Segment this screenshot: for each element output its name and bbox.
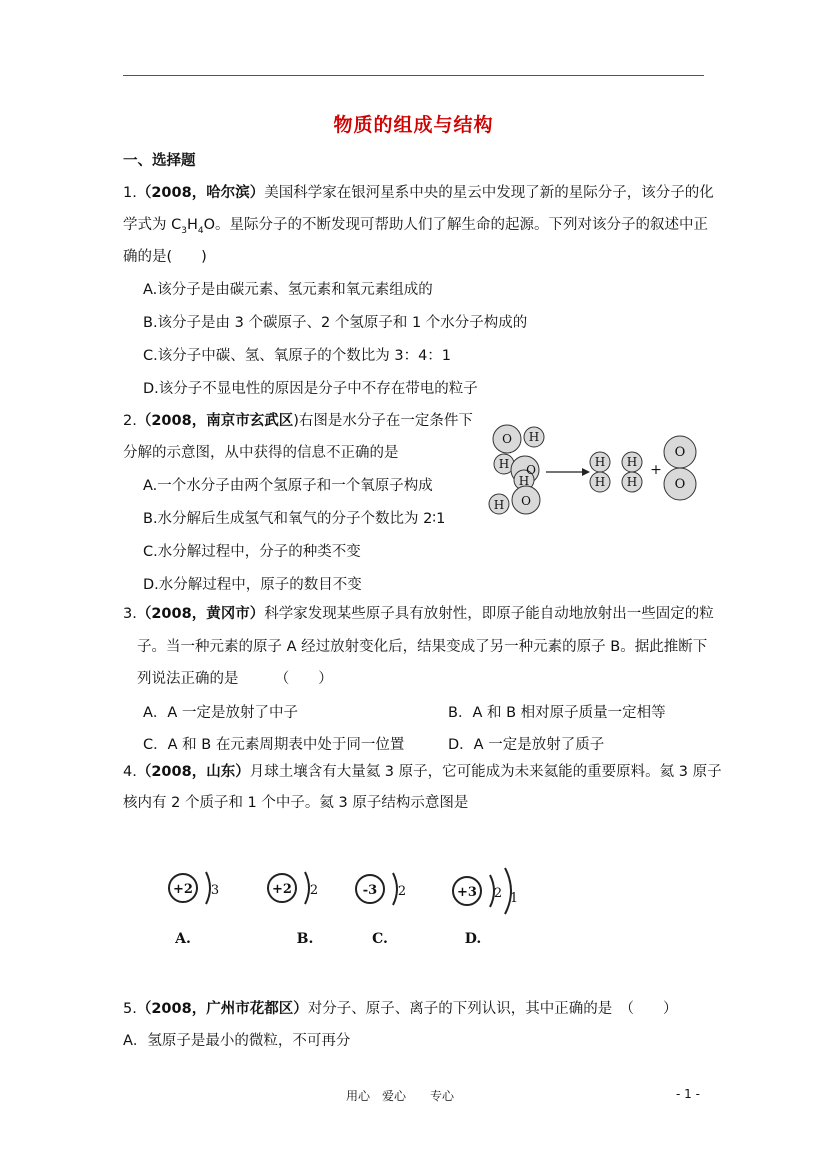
plus-sign: +	[650, 462, 662, 478]
label-h2-1b: H	[594, 475, 606, 489]
q2-source: （2008，南京市玄武区	[136, 413, 294, 429]
page-title: 物质的组成与结构	[333, 114, 494, 136]
q2-line1	[123, 412, 473, 430]
q1-line2-post: 。星际分子的不断发现可帮助人们了解生命的起源。下列对该分子的叙述中正	[215, 217, 709, 233]
label-h2-2a: H	[626, 455, 638, 469]
q5-option-a: A．氢原子是最小的微粒，不可再分	[123, 1033, 351, 1049]
q3-text: 科学家发现某些原子具有放射性，即原子能自动地放射出一些固定的粒	[264, 606, 714, 622]
option-a-electrons: 3	[210, 883, 220, 898]
option-a-nucleus: +2	[173, 882, 193, 897]
q3-option-c: C．A 和 B 在元素周期表中处于同一位置	[143, 737, 405, 753]
q3-option-a: A．A 一定是放射了中子	[143, 705, 298, 721]
q5-text: 对分子、原子、离子的下列认识，其中正确的是 （ ）	[307, 1001, 678, 1017]
footer-motto: 用心 爱心 专心	[346, 1089, 455, 1103]
q3-line2: 子。当一种元素的原子 A 经过放射变化后，结果变成了另一种元素的原子 B。据此推断下	[137, 639, 708, 655]
option-c-shell-1	[393, 873, 397, 905]
q2-text: )右图是水分子在一定条件下	[293, 413, 473, 429]
q2-option-d: D.水分解过程中，原子的数目不变	[143, 577, 362, 593]
q1-option-a: A.该分子是由碳元素、氢元素和氧元素组成的	[143, 282, 433, 298]
option-c-electrons: 2	[397, 884, 407, 899]
q3-option-b: B．A 和 B 相对原子质量一定相等	[448, 705, 666, 721]
label-o3: O	[521, 494, 531, 508]
q1-source: （2008，哈尔滨）	[136, 185, 265, 201]
page-number: - 1 -	[676, 1087, 700, 1101]
label-h2-1a: H	[594, 455, 606, 469]
q4-line1	[123, 763, 722, 781]
option-c-nucleus: -3	[362, 883, 378, 898]
option-b-nucleus: +2	[272, 882, 292, 897]
option-d-label: D.	[464, 931, 482, 947]
label-h2a: H	[518, 474, 530, 488]
q1-text: 美国科学家在银河星系中央的星云中发现了新的星际分子，该分子的化	[264, 185, 714, 201]
option-b-electrons: 2	[309, 883, 319, 898]
label-o2b: O	[674, 477, 686, 492]
q1-h: H	[186, 217, 198, 233]
q4-number: 4.	[123, 764, 137, 780]
q1-line3: 确的是( )	[123, 249, 207, 265]
section-heading: 一、选择题	[123, 153, 196, 169]
q1-o: O	[203, 217, 216, 233]
q2-line2: 分解的示意图，从中获得的信息不正确的是	[123, 445, 399, 461]
option-d-nucleus: +3	[457, 885, 477, 900]
option-d-shell-1-electrons: 2	[493, 886, 503, 901]
q1-line1	[123, 184, 714, 202]
option-b-label: B.	[296, 931, 314, 947]
label-h3a: H	[493, 498, 505, 512]
label-h1a: H	[528, 430, 540, 444]
q1-number: 1.	[123, 185, 137, 201]
option-b-shell-1	[305, 872, 309, 904]
q2-option-b: B.水分解后生成氢气和氧气的分子个数比为 2∶1	[143, 511, 446, 527]
water-decomposition-diagram	[486, 418, 706, 523]
q2-option-c: C.水分解过程中，分子的种类不变	[143, 544, 361, 560]
option-a-label: A.	[175, 931, 191, 947]
option-a-shell-1	[206, 872, 210, 904]
label-o2a: O	[674, 445, 686, 460]
q4-line2: 核内有 2 个质子和 1 个中子。氦 3 原子结构示意图是	[123, 795, 469, 811]
q1-option-b: B.该分子是由 3 个碳原子、2 个氢原子和 1 个水分子构成的	[143, 315, 528, 331]
q4-source: （2008，山东）	[136, 764, 250, 780]
q1-sub-4: 4	[197, 225, 204, 236]
q5-line1	[123, 1000, 677, 1018]
q1-option-d: D.该分子不显电性的原因是分子中不存在带电的粒子	[143, 381, 478, 397]
q1-sub-3: 3	[181, 225, 187, 236]
label-h2-2b: H	[626, 475, 638, 489]
label-o2: O	[526, 463, 536, 477]
q1-option-c: C.该分子中碳、氢、氧原子的个数比为 3：4：1	[143, 348, 452, 364]
q3-source: （2008，黄冈市）	[136, 606, 265, 622]
q5-source: （2008，广州市花都区）	[136, 1001, 308, 1017]
q3-line3: 列说法正确的是 （ ）	[137, 671, 333, 687]
option-c-label: C.	[372, 931, 388, 947]
option-d-shell-2-electrons: 1	[509, 891, 519, 906]
q1-line2-pre: 学式为 C	[123, 217, 182, 233]
q1-line2	[123, 216, 708, 240]
q4-text: 月球土壤含有大量氦 3 原子，它可能成为未来氦能的重要原料。氦 3 原子	[249, 764, 722, 780]
label-h1b: H	[498, 457, 510, 471]
label-o1: O	[502, 432, 512, 446]
reaction-arrow-head	[582, 468, 590, 476]
atom-structure-options	[155, 860, 525, 950]
q2-number: 2.	[123, 413, 137, 429]
q2-option-a: A.一个水分子由两个氢原子和一个氧原子构成	[143, 478, 433, 494]
q3-line1	[123, 605, 714, 623]
header-rule	[123, 75, 704, 76]
q5-number: 5.	[123, 1001, 137, 1017]
q3-number: 3.	[123, 606, 137, 622]
q3-option-d: D．A 一定是放射了质子	[448, 737, 605, 753]
